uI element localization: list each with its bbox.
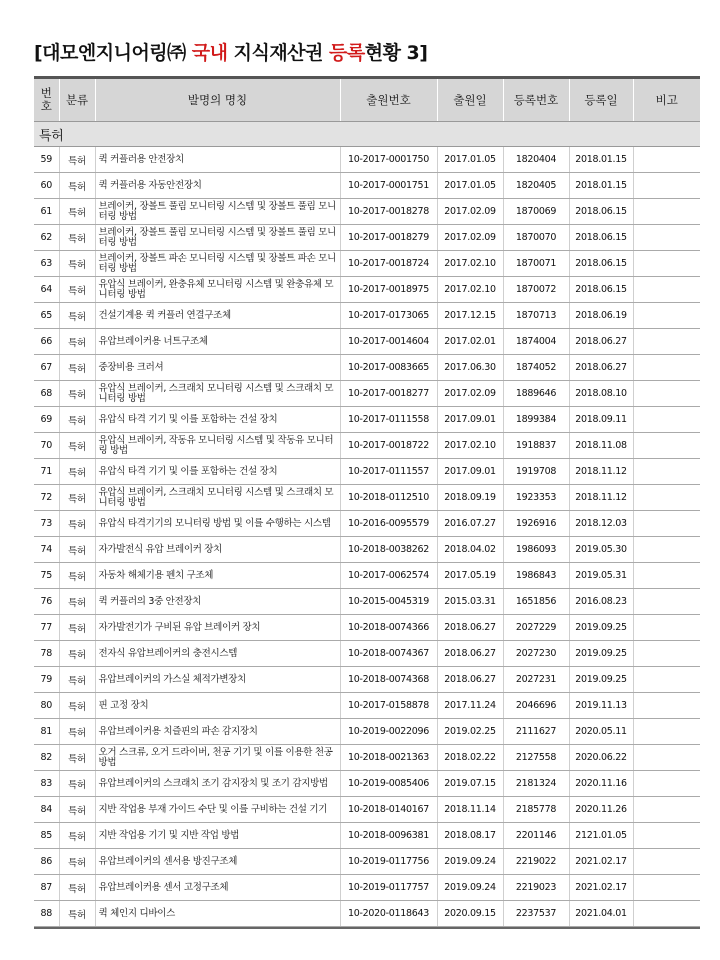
row-registration-date: 2021.02.17 bbox=[569, 849, 633, 875]
row-application-date: 2017.09.01 bbox=[437, 459, 503, 485]
row-registration-date: 2018.11.12 bbox=[569, 485, 633, 511]
table-row bbox=[34, 537, 700, 563]
table-row bbox=[34, 303, 700, 329]
row-number: 67 bbox=[34, 355, 59, 381]
row-invention-name: 자동차 해체기용 펜치 구조체 bbox=[95, 563, 340, 589]
row-registration-number: 1889646 bbox=[503, 381, 569, 407]
table-row bbox=[34, 771, 700, 797]
row-note bbox=[633, 615, 700, 641]
row-category: 특허 bbox=[59, 485, 95, 511]
row-number: 75 bbox=[34, 563, 59, 589]
row-number: 65 bbox=[34, 303, 59, 329]
row-application-number: 10-2017-0173065 bbox=[340, 303, 437, 329]
row-invention-name: 핀 고정 장치 bbox=[95, 693, 340, 719]
row-note bbox=[633, 251, 700, 277]
row-invention-name: 퀵 커플러용 자동안전장치 bbox=[95, 173, 340, 199]
row-application-number: 10-2017-0001751 bbox=[340, 173, 437, 199]
row-note bbox=[633, 641, 700, 667]
row-registration-date: 2018.06.15 bbox=[569, 277, 633, 303]
table-row bbox=[34, 459, 700, 485]
section-row-patent bbox=[34, 122, 700, 147]
row-application-number: 10-2017-0018724 bbox=[340, 251, 437, 277]
row-registration-number: 1651856 bbox=[503, 589, 569, 615]
row-category: 특허 bbox=[59, 771, 95, 797]
row-registration-number: 1870072 bbox=[503, 277, 569, 303]
row-note bbox=[633, 511, 700, 537]
table-row bbox=[34, 433, 700, 459]
row-registration-date: 2121.01.05 bbox=[569, 823, 633, 849]
table-row bbox=[34, 277, 700, 303]
row-number: 59 bbox=[34, 147, 59, 173]
row-note bbox=[633, 485, 700, 511]
row-category: 특허 bbox=[59, 745, 95, 771]
row-application-date: 2018.06.27 bbox=[437, 615, 503, 641]
header-invention-name: 발명의 명칭 bbox=[95, 79, 340, 122]
row-application-date: 2017.11.24 bbox=[437, 693, 503, 719]
row-application-date: 2017.02.10 bbox=[437, 251, 503, 277]
row-application-date: 2019.02.25 bbox=[437, 719, 503, 745]
row-invention-name: 유압브레이커용 센서 고정구조체 bbox=[95, 875, 340, 901]
row-registration-number: 1899384 bbox=[503, 407, 569, 433]
table-header-row bbox=[34, 79, 700, 122]
row-note bbox=[633, 589, 700, 615]
title-highlight-domestic: 국내 bbox=[191, 42, 228, 64]
table-row bbox=[34, 199, 700, 225]
row-category: 특허 bbox=[59, 511, 95, 537]
row-application-number: 10-2019-0022096 bbox=[340, 719, 437, 745]
row-application-date: 2017.02.10 bbox=[437, 277, 503, 303]
row-application-date: 2019.09.24 bbox=[437, 875, 503, 901]
row-category: 특허 bbox=[59, 641, 95, 667]
row-invention-name: 유압식 타격기기의 모니터링 방법 및 이를 수행하는 시스템 bbox=[95, 511, 340, 537]
row-registration-date: 2019.05.30 bbox=[569, 537, 633, 563]
row-category: 특허 bbox=[59, 225, 95, 251]
row-registration-date: 2018.11.12 bbox=[569, 459, 633, 485]
table-row bbox=[34, 693, 700, 719]
title-highlight-registration: 등록 bbox=[329, 42, 365, 64]
row-invention-name: 유압브레이커의 센서용 방진구조체 bbox=[95, 849, 340, 875]
row-note bbox=[633, 355, 700, 381]
row-registration-number: 1820404 bbox=[503, 147, 569, 173]
row-application-number: 10-2018-0096381 bbox=[340, 823, 437, 849]
row-number: 71 bbox=[34, 459, 59, 485]
row-category: 특허 bbox=[59, 459, 95, 485]
row-invention-name: 유압브레이커의 가스실 체적가변장치 bbox=[95, 667, 340, 693]
row-registration-number: 2201146 bbox=[503, 823, 569, 849]
row-application-number: 10-2018-0074366 bbox=[340, 615, 437, 641]
row-category: 특허 bbox=[59, 849, 95, 875]
row-invention-name: 유압식 타격 기기 및 이를 포함하는 건설 장치 bbox=[95, 407, 340, 433]
table-row bbox=[34, 641, 700, 667]
row-registration-number: 1874052 bbox=[503, 355, 569, 381]
row-registration-date: 2020.11.26 bbox=[569, 797, 633, 823]
row-application-date: 2018.04.02 bbox=[437, 537, 503, 563]
page-title bbox=[34, 38, 427, 65]
row-category: 특허 bbox=[59, 199, 95, 225]
row-number: 81 bbox=[34, 719, 59, 745]
table-row bbox=[34, 355, 700, 381]
row-number: 66 bbox=[34, 329, 59, 355]
row-registration-date: 2016.08.23 bbox=[569, 589, 633, 615]
row-number: 63 bbox=[34, 251, 59, 277]
table-row bbox=[34, 407, 700, 433]
row-application-date: 2018.09.19 bbox=[437, 485, 503, 511]
section-label: 특허 bbox=[34, 122, 700, 147]
row-note bbox=[633, 459, 700, 485]
row-category: 특허 bbox=[59, 433, 95, 459]
row-application-date: 2018.06.27 bbox=[437, 667, 503, 693]
header-note: 비고 bbox=[633, 79, 700, 122]
row-number: 62 bbox=[34, 225, 59, 251]
row-note bbox=[633, 329, 700, 355]
row-application-date: 2018.08.17 bbox=[437, 823, 503, 849]
row-invention-name: 유압브레이커용 너트구조체 bbox=[95, 329, 340, 355]
table-row bbox=[34, 225, 700, 251]
row-invention-name: 유압브레이커용 치즐핀의 파손 감지장치 bbox=[95, 719, 340, 745]
row-number: 79 bbox=[34, 667, 59, 693]
row-number: 84 bbox=[34, 797, 59, 823]
row-registration-date: 2019.11.13 bbox=[569, 693, 633, 719]
row-invention-name: 퀵 커플러용 안전장치 bbox=[95, 147, 340, 173]
row-registration-number: 1923353 bbox=[503, 485, 569, 511]
row-registration-number: 1820405 bbox=[503, 173, 569, 199]
row-registration-number: 1986843 bbox=[503, 563, 569, 589]
row-registration-number: 2181324 bbox=[503, 771, 569, 797]
row-number: 70 bbox=[34, 433, 59, 459]
row-note bbox=[633, 797, 700, 823]
row-application-date: 2017.01.05 bbox=[437, 173, 503, 199]
table-row bbox=[34, 589, 700, 615]
row-registration-date: 2018.12.03 bbox=[569, 511, 633, 537]
row-category: 특허 bbox=[59, 147, 95, 173]
table-bottom-rule bbox=[34, 927, 700, 929]
row-application-number: 10-2017-0158878 bbox=[340, 693, 437, 719]
row-number: 80 bbox=[34, 693, 59, 719]
row-registration-date: 2018.06.27 bbox=[569, 329, 633, 355]
row-registration-number: 2219022 bbox=[503, 849, 569, 875]
row-registration-number: 2046696 bbox=[503, 693, 569, 719]
row-number: 77 bbox=[34, 615, 59, 641]
row-application-number: 10-2017-0001750 bbox=[340, 147, 437, 173]
row-note bbox=[633, 303, 700, 329]
row-number: 83 bbox=[34, 771, 59, 797]
row-application-number: 10-2018-0021363 bbox=[340, 745, 437, 771]
row-note bbox=[633, 693, 700, 719]
row-category: 특허 bbox=[59, 823, 95, 849]
row-registration-date: 2018.06.27 bbox=[569, 355, 633, 381]
row-application-number: 10-2017-0111558 bbox=[340, 407, 437, 433]
row-application-date: 2015.03.31 bbox=[437, 589, 503, 615]
row-invention-name: 유압식 브레이커, 완충유체 모니터링 시스템 및 완충유체 모니터링 방법 bbox=[95, 277, 340, 303]
row-registration-number: 2027230 bbox=[503, 641, 569, 667]
row-note bbox=[633, 433, 700, 459]
row-category: 특허 bbox=[59, 381, 95, 407]
row-invention-name: 퀵 커플러의 3중 안전장치 bbox=[95, 589, 340, 615]
row-note bbox=[633, 849, 700, 875]
row-invention-name: 퀵 체인지 디바이스 bbox=[95, 901, 340, 927]
row-application-number: 10-2018-0038262 bbox=[340, 537, 437, 563]
row-note bbox=[633, 381, 700, 407]
table-row bbox=[34, 797, 700, 823]
row-number: 87 bbox=[34, 875, 59, 901]
row-invention-name: 브레이커, 장볼트 파손 모니터링 시스템 및 장볼트 파손 모니터링 방법 bbox=[95, 251, 340, 277]
row-note bbox=[633, 147, 700, 173]
row-registration-number: 2219023 bbox=[503, 875, 569, 901]
row-number: 86 bbox=[34, 849, 59, 875]
row-application-number: 10-2019-0117756 bbox=[340, 849, 437, 875]
table-row bbox=[34, 485, 700, 511]
row-invention-name: 자가발전기가 구비된 유압 브레이커 장치 bbox=[95, 615, 340, 641]
row-registration-date: 2018.08.10 bbox=[569, 381, 633, 407]
title-part-3: 지식재산권 bbox=[227, 42, 329, 64]
row-application-number: 10-2017-0018279 bbox=[340, 225, 437, 251]
row-category: 특허 bbox=[59, 719, 95, 745]
row-invention-name: 유압식 브레이커, 스크래치 모니터링 시스템 및 스크래치 모니터링 방법 bbox=[95, 485, 340, 511]
row-invention-name: 오거 스크류, 오거 드라이버, 천공 기기 및 이를 이용한 천공 방법 bbox=[95, 745, 340, 771]
row-number: 72 bbox=[34, 485, 59, 511]
title-part-1: [대모엔지니어링㈜ bbox=[34, 42, 192, 64]
row-application-number: 10-2019-0085406 bbox=[340, 771, 437, 797]
row-invention-name: 브레이커, 장볼트 풀림 모니터링 시스템 및 장볼트 풀림 모니터링 방법 bbox=[95, 225, 340, 251]
row-category: 특허 bbox=[59, 173, 95, 199]
row-registration-date: 2020.11.16 bbox=[569, 771, 633, 797]
row-application-number: 10-2017-0111557 bbox=[340, 459, 437, 485]
row-invention-name: 건설기계용 퀵 커플러 연결구조체 bbox=[95, 303, 340, 329]
row-invention-name: 브레이커, 장볼트 풀림 모니터링 시스템 및 장볼트 풀림 모니터링 방법 bbox=[95, 199, 340, 225]
row-application-date: 2017.06.30 bbox=[437, 355, 503, 381]
row-number: 73 bbox=[34, 511, 59, 537]
row-registration-date: 2018.09.11 bbox=[569, 407, 633, 433]
row-registration-number: 1986093 bbox=[503, 537, 569, 563]
row-category: 특허 bbox=[59, 277, 95, 303]
row-category: 특허 bbox=[59, 615, 95, 641]
row-category: 특허 bbox=[59, 537, 95, 563]
row-application-date: 2017.01.05 bbox=[437, 147, 503, 173]
row-note bbox=[633, 823, 700, 849]
row-number: 69 bbox=[34, 407, 59, 433]
row-category: 특허 bbox=[59, 797, 95, 823]
row-application-date: 2018.11.14 bbox=[437, 797, 503, 823]
table-row bbox=[34, 667, 700, 693]
row-application-number: 10-2017-0018975 bbox=[340, 277, 437, 303]
row-application-number: 10-2015-0045319 bbox=[340, 589, 437, 615]
row-number: 61 bbox=[34, 199, 59, 225]
row-application-number: 10-2018-0140167 bbox=[340, 797, 437, 823]
row-invention-name: 자가발전식 유압 브레이커 장치 bbox=[95, 537, 340, 563]
row-category: 특허 bbox=[59, 355, 95, 381]
row-application-date: 2017.09.01 bbox=[437, 407, 503, 433]
row-invention-name: 유압식 타격 기기 및 이를 포함하는 건설 장치 bbox=[95, 459, 340, 485]
row-registration-date: 2018.06.15 bbox=[569, 251, 633, 277]
row-invention-name: 유압식 브레이커, 스크래치 모니터링 시스템 및 스크래치 모니터링 방법 bbox=[95, 381, 340, 407]
row-category: 특허 bbox=[59, 251, 95, 277]
row-note bbox=[633, 771, 700, 797]
row-number: 76 bbox=[34, 589, 59, 615]
row-number: 74 bbox=[34, 537, 59, 563]
row-registration-number: 1870070 bbox=[503, 225, 569, 251]
row-registration-number: 2127558 bbox=[503, 745, 569, 771]
row-application-date: 2020.09.15 bbox=[437, 901, 503, 927]
row-application-number: 10-2018-0112510 bbox=[340, 485, 437, 511]
row-category: 특허 bbox=[59, 303, 95, 329]
header-registration-date: 등록일 bbox=[569, 79, 633, 122]
title-part-5: 현황 3] bbox=[364, 42, 428, 64]
table-row bbox=[34, 173, 700, 199]
row-invention-name: 전자식 유압브레이커의 충전시스템 bbox=[95, 641, 340, 667]
row-registration-date: 2020.05.11 bbox=[569, 719, 633, 745]
row-registration-date: 2019.09.25 bbox=[569, 641, 633, 667]
row-note bbox=[633, 563, 700, 589]
row-application-date: 2017.02.09 bbox=[437, 225, 503, 251]
table-row bbox=[34, 147, 700, 173]
row-registration-date: 2018.06.15 bbox=[569, 225, 633, 251]
row-number: 64 bbox=[34, 277, 59, 303]
row-note bbox=[633, 407, 700, 433]
row-number: 88 bbox=[34, 901, 59, 927]
row-registration-date: 2021.04.01 bbox=[569, 901, 633, 927]
table-row bbox=[34, 875, 700, 901]
row-note bbox=[633, 537, 700, 563]
row-application-date: 2017.02.09 bbox=[437, 199, 503, 225]
row-invention-name: 중장비용 크러셔 bbox=[95, 355, 340, 381]
row-registration-date: 2019.09.25 bbox=[569, 615, 633, 641]
table-row bbox=[34, 823, 700, 849]
row-number: 60 bbox=[34, 173, 59, 199]
row-number: 68 bbox=[34, 381, 59, 407]
row-registration-number: 1926916 bbox=[503, 511, 569, 537]
row-application-date: 2016.07.27 bbox=[437, 511, 503, 537]
row-application-number: 10-2019-0117757 bbox=[340, 875, 437, 901]
header-application-date: 출원일 bbox=[437, 79, 503, 122]
row-application-number: 10-2018-0074368 bbox=[340, 667, 437, 693]
row-category: 특허 bbox=[59, 667, 95, 693]
row-invention-name: 유압브레이커의 스크래치 조기 감지장치 및 조기 감지방법 bbox=[95, 771, 340, 797]
table-row bbox=[34, 849, 700, 875]
row-registration-number: 1870713 bbox=[503, 303, 569, 329]
row-application-date: 2017.12.15 bbox=[437, 303, 503, 329]
row-application-number: 10-2017-0083665 bbox=[340, 355, 437, 381]
row-registration-number: 2185778 bbox=[503, 797, 569, 823]
row-note bbox=[633, 667, 700, 693]
row-application-number: 10-2017-0018278 bbox=[340, 199, 437, 225]
table-row bbox=[34, 615, 700, 641]
row-invention-name: 지반 작업용 부재 가이드 수단 및 이를 구비하는 건설 기기 bbox=[95, 797, 340, 823]
table-row bbox=[34, 745, 700, 771]
row-registration-date: 2019.09.25 bbox=[569, 667, 633, 693]
row-application-number: 10-2017-0014604 bbox=[340, 329, 437, 355]
row-application-number: 10-2017-0018722 bbox=[340, 433, 437, 459]
row-registration-date: 2020.06.22 bbox=[569, 745, 633, 771]
row-registration-number: 1918837 bbox=[503, 433, 569, 459]
row-application-date: 2017.02.09 bbox=[437, 381, 503, 407]
row-registration-number: 2027229 bbox=[503, 615, 569, 641]
header-category: 분류 bbox=[59, 79, 95, 122]
row-application-date: 2019.09.24 bbox=[437, 849, 503, 875]
row-note bbox=[633, 225, 700, 251]
row-application-number: 10-2020-0118643 bbox=[340, 901, 437, 927]
header-registration-number: 등록번호 bbox=[503, 79, 569, 122]
row-application-date: 2017.05.19 bbox=[437, 563, 503, 589]
row-invention-name: 유압식 브레이커, 작동유 모니터링 시스템 및 작동유 모니터링 방법 bbox=[95, 433, 340, 459]
row-application-number: 10-2018-0074367 bbox=[340, 641, 437, 667]
table-row bbox=[34, 563, 700, 589]
row-registration-date: 2021.02.17 bbox=[569, 875, 633, 901]
row-note bbox=[633, 719, 700, 745]
row-application-date: 2017.02.01 bbox=[437, 329, 503, 355]
row-application-date: 2019.07.15 bbox=[437, 771, 503, 797]
table-row bbox=[34, 251, 700, 277]
table-row bbox=[34, 901, 700, 927]
row-registration-date: 2018.06.19 bbox=[569, 303, 633, 329]
row-registration-date: 2019.05.31 bbox=[569, 563, 633, 589]
row-note bbox=[633, 875, 700, 901]
row-category: 특허 bbox=[59, 875, 95, 901]
row-registration-date: 2018.01.15 bbox=[569, 173, 633, 199]
row-registration-number: 2027231 bbox=[503, 667, 569, 693]
table-row bbox=[34, 381, 700, 407]
row-registration-number: 2237537 bbox=[503, 901, 569, 927]
row-category: 특허 bbox=[59, 589, 95, 615]
row-application-number: 10-2017-0062574 bbox=[340, 563, 437, 589]
table-row bbox=[34, 719, 700, 745]
row-note bbox=[633, 901, 700, 927]
row-registration-number: 1870071 bbox=[503, 251, 569, 277]
row-note bbox=[633, 173, 700, 199]
row-registration-date: 2018.11.08 bbox=[569, 433, 633, 459]
row-application-number: 10-2017-0018277 bbox=[340, 381, 437, 407]
row-application-date: 2017.02.10 bbox=[437, 433, 503, 459]
row-category: 특허 bbox=[59, 901, 95, 927]
row-number: 85 bbox=[34, 823, 59, 849]
row-number: 82 bbox=[34, 745, 59, 771]
row-registration-number: 2111627 bbox=[503, 719, 569, 745]
row-note bbox=[633, 277, 700, 303]
row-registration-number: 1874004 bbox=[503, 329, 569, 355]
row-registration-number: 1870069 bbox=[503, 199, 569, 225]
row-category: 특허 bbox=[59, 693, 95, 719]
table-row bbox=[34, 329, 700, 355]
row-category: 특허 bbox=[59, 407, 95, 433]
row-registration-number: 1919708 bbox=[503, 459, 569, 485]
row-application-date: 2018.06.27 bbox=[437, 641, 503, 667]
row-note bbox=[633, 199, 700, 225]
row-application-date: 2018.02.22 bbox=[437, 745, 503, 771]
row-number: 78 bbox=[34, 641, 59, 667]
row-category: 특허 bbox=[59, 563, 95, 589]
row-category: 특허 bbox=[59, 329, 95, 355]
row-note bbox=[633, 745, 700, 771]
header-number: 번 호 bbox=[34, 79, 59, 122]
row-application-number: 10-2016-0095579 bbox=[340, 511, 437, 537]
row-registration-date: 2018.06.15 bbox=[569, 199, 633, 225]
row-invention-name: 지반 작업용 기기 및 지반 작업 방법 bbox=[95, 823, 340, 849]
ip-registration-table bbox=[34, 76, 700, 929]
header-application-number: 출원번호 bbox=[340, 79, 437, 122]
row-registration-date: 2018.01.15 bbox=[569, 147, 633, 173]
table-row bbox=[34, 511, 700, 537]
